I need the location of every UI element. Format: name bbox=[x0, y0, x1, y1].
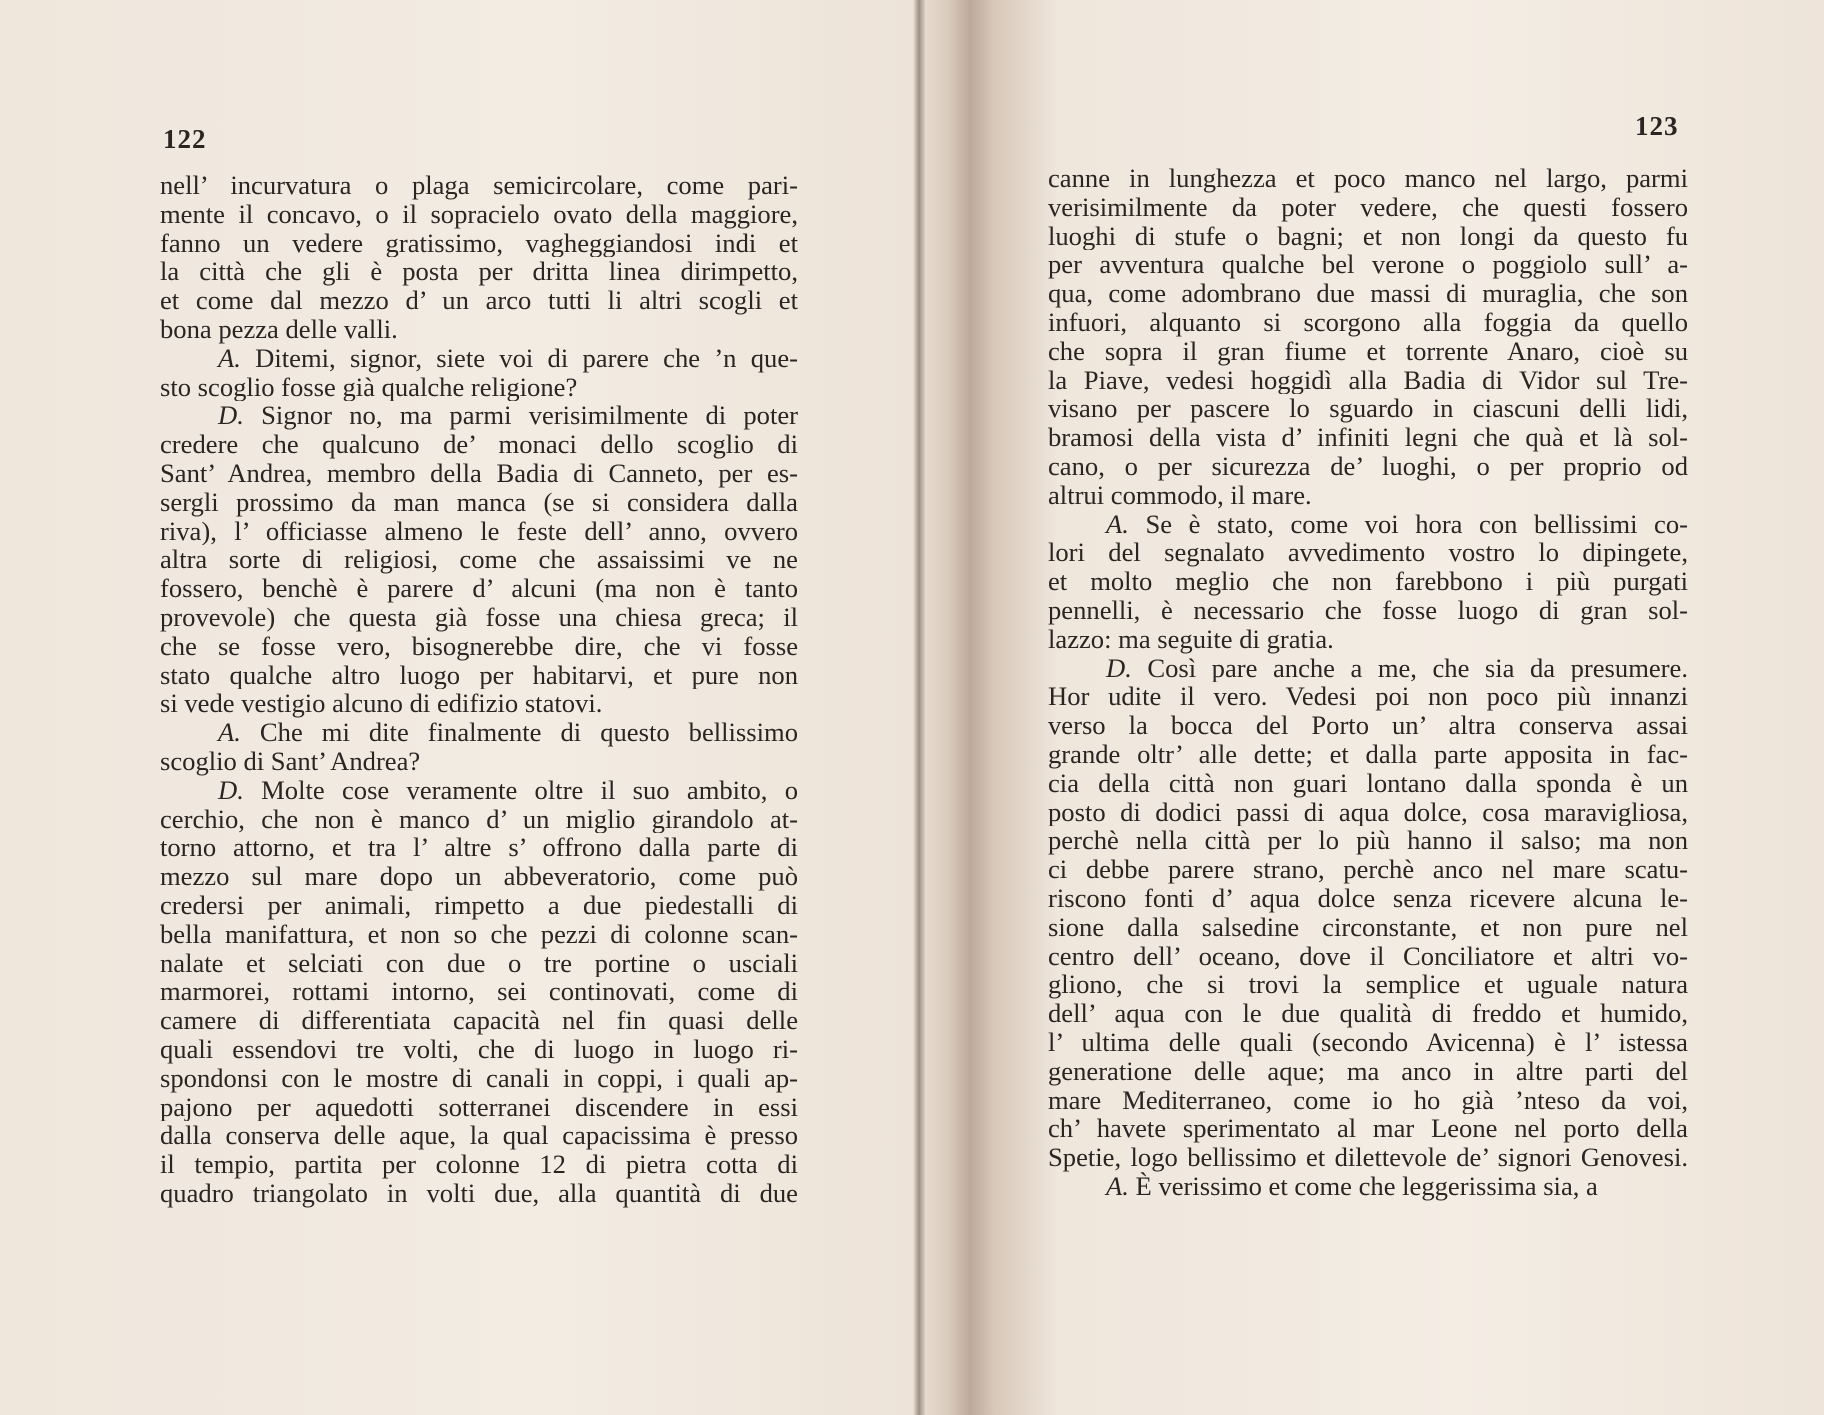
text-line: centro dell’ oceano, dove il Conciliatore et altri vo- bbox=[1048, 941, 1688, 971]
text-line: qua, come adombrano due massi di muraglia, che son bbox=[1048, 279, 1688, 308]
text-line: credersi per animali, rimpetto a due piedestalli di bbox=[160, 890, 798, 920]
left-page-number: 122 bbox=[163, 124, 207, 154]
text-line: fossero, benchè è parere d’ alcuni (ma non è tanto bbox=[160, 574, 798, 603]
text-line: cerchio, che non è manco d’ un miglio girandolo at- bbox=[160, 804, 798, 834]
text-line: et come dal mezzo d’ un arco tutti li altri scogli et bbox=[160, 286, 798, 315]
text-line: la città che gli è posta per dritta linea dirimpetto, bbox=[160, 257, 798, 287]
text-line: grande oltr’ alle dette; et dalla parte apposita in fac- bbox=[1048, 739, 1688, 769]
text-line: altra sorte di religiosi, come che assaissimi ve ne bbox=[160, 545, 798, 575]
text-line: pennelli, è necessario che fosse luogo di gran sol- bbox=[1048, 595, 1688, 625]
text-line: per avventura qualche bel verone o poggiolo sull’ a- bbox=[1048, 250, 1688, 280]
text-line: torno attorno, et tra l’ altre s’ offrono dalla parte di bbox=[160, 833, 798, 863]
text-line: bramosi della vista d’ infiniti legni che quà et là sol- bbox=[1048, 423, 1688, 452]
text-line: lori del segnalato avvedimento vostro lo dipingete, bbox=[1048, 538, 1688, 568]
text-line: et molto meglio che non farebbono i più purgati bbox=[1048, 567, 1688, 596]
text-line: Hor udite il vero. Vedesi poi non poco più innanzi bbox=[1048, 682, 1688, 712]
text-line: altrui commodo, il mare. bbox=[1048, 480, 1312, 510]
text-line: canne in lunghezza et poco manco nel largo, parmi bbox=[1048, 164, 1688, 193]
text-line: posto di dodici passi di aqua dolce, cosa maravigliosa, bbox=[1048, 797, 1688, 827]
text-line: quali essendovi tre volti, che di luogo in luogo ri- bbox=[160, 1034, 798, 1064]
text-line: la Piave, vedesi hoggidì alla Badia di Vidor sul Tre- bbox=[1048, 365, 1688, 395]
text-line: A. È verissimo et come che leggerissima sia, a bbox=[1106, 1171, 1598, 1201]
text-line: fanno un vedere gratissimo, vagheggiandosi indi et bbox=[160, 228, 798, 258]
text-line: lazzo: ma seguite di gratia. bbox=[1048, 624, 1334, 654]
text-line: mezzo sul mare dopo un abbeveratorio, come può bbox=[160, 862, 798, 891]
text-line: D. Così pare anche a me, che sia da presumere. bbox=[1106, 653, 1688, 683]
text-line: mente il concavo, o il sopracielo ovato della maggiore, bbox=[160, 199, 798, 229]
text-line: perchè nella città per lo più hanno il salso; ma non bbox=[1048, 826, 1688, 856]
text-line: riscono fonti d’ aqua dolce senza ricevere alcuna le- bbox=[1048, 883, 1688, 913]
text-line: Sant’ Andrea, membro della Badia di Canneto, per es- bbox=[160, 458, 798, 488]
text-line: D. Signor no, ma parmi verisimilmente di poter bbox=[218, 401, 798, 431]
text-line: dell’ aqua con le due qualità di freddo et humido, bbox=[1048, 999, 1688, 1028]
text-line: cia della città non guari lontano dalla sponda è un bbox=[1048, 768, 1688, 798]
text-line: A. Che mi dite finalmente di questo bellissimo bbox=[218, 718, 798, 747]
text-line: spondonsi con le mostre di canali in coppi, i quali ap- bbox=[160, 1063, 798, 1093]
text-line: D. Molte cose veramente oltre il suo ambito, o bbox=[218, 775, 798, 805]
text-line: sto scoglio fosse già qualche religione? bbox=[160, 372, 578, 402]
text-line: stato qualche altro luogo per habitarvi, et pure non bbox=[160, 660, 798, 690]
text-line: mare Mediterraneo, come io ho già ’nteso da voi, bbox=[1048, 1085, 1688, 1115]
text-line: provevole) che questa già fosse una chiesa greca; il bbox=[160, 602, 798, 632]
text-line: sione dalla salsedine circonstante, et non pure nel bbox=[1048, 912, 1688, 942]
text-line: l’ ultima delle quali (secondo Avicenna) è l’ istessa bbox=[1048, 1027, 1688, 1057]
text-line: verso la bocca del Porto un’ altra conserva assai bbox=[1048, 711, 1688, 740]
text-line: ci debbe parere strano, perchè anco nel mare scatu- bbox=[1048, 855, 1688, 884]
text-line: bella manifattura, et non so che pezzi di colonne scan- bbox=[160, 919, 798, 949]
text-line: verisimilmente da poter vedere, che questi fossero bbox=[1048, 192, 1688, 222]
text-line: camere di differentiata capacità nel fin quasi delle bbox=[160, 1006, 798, 1035]
text-line: quadro triangolato in volti due, alla quantità di due bbox=[160, 1178, 798, 1208]
text-line: dalla conserva delle aque, la qual capacissima è presso bbox=[160, 1121, 798, 1151]
text-line: che se fosse vero, bisognerebbe dire, che vi fosse bbox=[160, 631, 798, 661]
right-page-number: 123 bbox=[1635, 111, 1679, 141]
text-line: gliono, che si trovi la semplice et uguale natura bbox=[1048, 970, 1688, 1000]
text-line: A. Ditemi, signor, siete voi di parere che ’n que- bbox=[218, 343, 798, 373]
text-line: marmorei, rottami intorno, sei continovati, come di bbox=[160, 977, 798, 1007]
text-line: luoghi di stufe o bagni; et non longi da questo fu bbox=[1048, 221, 1688, 251]
text-line: generatione delle aque; ma anco in altre parti del bbox=[1048, 1056, 1688, 1086]
text-line: cano, o per sicurezza de’ luoghi, o per proprio od bbox=[1048, 451, 1688, 481]
text-line: visano per pascere lo sguardo in ciascuni delli lidi, bbox=[1048, 394, 1688, 424]
text-line: che sopra il gran fiume et torrente Anaro, cioè su bbox=[1048, 336, 1688, 366]
right-page-text bbox=[1048, 164, 1688, 1201]
text-line: riva), l’ officiasse almeno le feste dell’ anno, ovvero bbox=[160, 516, 798, 546]
text-line: bona pezza delle valli. bbox=[160, 314, 398, 344]
text-line: Spetie, logo bellissimo et dilettevole de’ signori Genovesi. bbox=[1048, 1143, 1688, 1172]
text-line: sergli prossimo da man manca (se si considera dalla bbox=[160, 487, 798, 517]
text-line: credere che qualcuno de’ monaci dello scoglio di bbox=[160, 430, 798, 459]
text-line: infuori, alquanto si scorgono alla foggia da quello bbox=[1048, 307, 1688, 337]
text-line: nell’ incurvatura o plaga semicircolare, come pari- bbox=[160, 171, 798, 200]
left-page-text bbox=[160, 171, 798, 1208]
text-line: pajono per aquedotti sotterranei discendere in essi bbox=[160, 1092, 798, 1122]
text-line: il tempio, partita per colonne 12 di pietra cotta di bbox=[160, 1150, 798, 1179]
right-page bbox=[928, 0, 1824, 1415]
text-line: scoglio di Sant’ Andrea? bbox=[160, 746, 421, 776]
text-line: A. Se è stato, come voi hora con bellissimi co- bbox=[1106, 509, 1688, 539]
text-line: ch’ havete sperimentato al mar Leone nel porto della bbox=[1048, 1114, 1688, 1144]
text-line: nalate et selciati con due o tre portine o usciali bbox=[160, 948, 798, 978]
text-line: si vede vestigio alcuno di edifizio statovi. bbox=[160, 689, 603, 719]
